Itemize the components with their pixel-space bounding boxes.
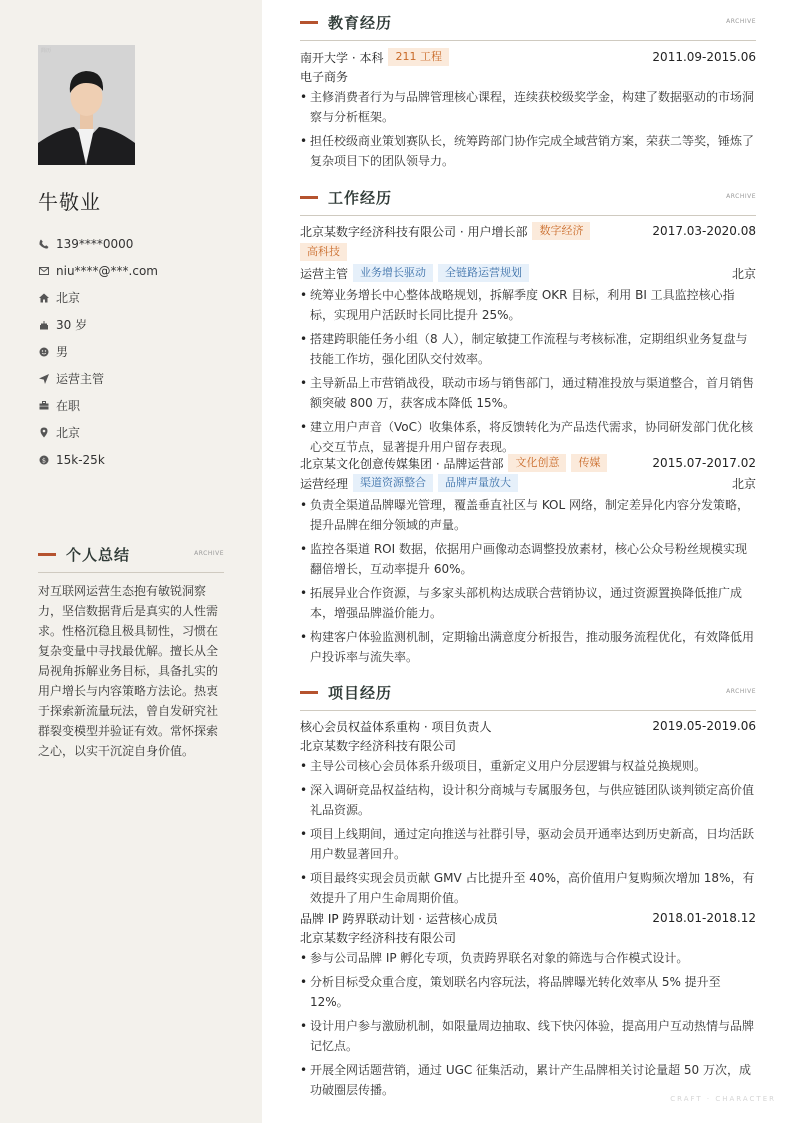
skill-badge: 品牌声量放大 — [438, 474, 518, 492]
education-entry — [300, 47, 756, 175]
section-accent-bar — [300, 21, 318, 24]
city: 北京 — [731, 476, 756, 491]
entry-date: 2019.05-2019.06 — [652, 719, 756, 733]
watermark: CRAFT · CHARACTER — [670, 1095, 776, 1103]
company-name: 北京某文化创意传媒集团 · 品牌运营部 — [300, 456, 504, 471]
phone-icon — [38, 238, 49, 249]
entry-date: 2015.07-2017.02 — [652, 456, 756, 470]
org-row — [300, 736, 756, 754]
bullet-item: • 项目上线期间，通过定向推送与社群引导，驱动会员开通率达到历史新高，日均活跃用户数显著回升。 — [300, 824, 756, 864]
bullet-item: • 监控各渠道 ROI 数据，依据用户画像动态调整投放素材，核心公众号粉丝规模实现翻倍增长，互动率提升 60%。 — [300, 539, 756, 579]
mail-icon — [38, 265, 49, 276]
person-name: 牛敬业 — [38, 190, 101, 214]
avatar — [38, 45, 135, 165]
bullet-item: • 参与公司品牌 IP 孵化专项，负责跨界联名对象的筛选与合作模式设计。 — [300, 948, 756, 968]
entry-date: 2011.09-2015.06 — [652, 50, 756, 64]
bullet-item: • 建立用户声音（VoC）收集体系，将反馈转化为产品迭代需求，协同研发部门优化核心交互节点，显著提升用户留存表现。 — [300, 417, 756, 457]
projects-section-header — [300, 682, 756, 711]
skill-badge: 全链路运营规划 — [438, 264, 529, 282]
bullet-item: • 构建客户体验监测机制，定期输出满意度分析报告，推动服务流程优化，有效降低用户投诉率与流失率。 — [300, 627, 756, 667]
section-tag: ARCHIVE — [194, 550, 224, 557]
summary-text: 对互联网运营生态抱有敏锐洞察力，坚信数据背后是真实的人性需求。性格沉稳且极具韧性，习惯在复杂变量中寻找最优解。擅长从全局视角拆解业务目标，具备扎实的用户增长与内容策略方法论。热衷于探索新流量玩法，曾自发研究社群裂变模型并验证有效。常怀探索之心，以实干沉淀自身价值。 — [38, 584, 219, 758]
cake-icon — [38, 319, 49, 330]
coin-icon — [38, 454, 49, 465]
entry-date: 2018.01-2018.12 — [652, 911, 756, 925]
contact-list — [38, 230, 158, 473]
bullet-item: • 担任校级商业策划赛队长，统筹跨部门协作完成全域营销方案，荣获二等奖，锤炼了复杂项目下的团队领导力。 — [300, 131, 756, 171]
skill-badge: 渠道资源整合 — [353, 474, 433, 492]
section-tag: ARCHIVE — [726, 688, 756, 695]
major-row — [300, 67, 756, 85]
entry-header — [300, 453, 756, 473]
major: 电子商务 — [300, 69, 349, 84]
industry-badge: 高科技 — [300, 243, 347, 261]
contact-text: 139****0000 — [56, 236, 134, 251]
role-title: 运营主管 — [300, 266, 349, 281]
bullet-item: • 负责全渠道品牌曝光管理，覆盖垂直社区与 KOL 网络，制定差异化内容分发策略，提升品牌在细分领域的声量。 — [300, 495, 756, 535]
contact-email — [38, 257, 158, 284]
section-title: 个人总结 — [66, 546, 131, 564]
project-bullets — [300, 948, 756, 1100]
role-row — [300, 263, 756, 283]
entry-header — [300, 716, 756, 736]
main-content — [262, 0, 794, 1123]
company-name: 北京某数字经济科技有限公司 · 用户增长部 — [300, 224, 528, 239]
work-section-header — [300, 187, 756, 216]
bullet-item: • 主修消费者行为与品牌管理核心课程，连续获校级奖学金，构建了数据驱动的市场洞察与分析框架。 — [300, 87, 756, 127]
role-row — [300, 473, 756, 493]
role-title: 运营经理 — [300, 476, 349, 491]
contact-text: 30 岁 — [56, 318, 88, 332]
contact-location — [38, 419, 158, 446]
work-bullets — [300, 285, 756, 457]
city: 北京 — [731, 266, 756, 281]
project-org: 北京某数字经济科技有限公司 — [300, 738, 457, 753]
project-org: 北京某数字经济科技有限公司 — [300, 930, 457, 945]
contact-gender — [38, 338, 158, 365]
home-icon — [38, 292, 49, 303]
project-name: 核心会员权益体系重构 · 项目负责人 — [300, 719, 492, 734]
bullet-item: • 项目最终实现会员贡献 GMV 占比提升至 40%，高价值用户复购频次增加 18%，有效提升了用户生命周期价值。 — [300, 868, 756, 908]
sidebar — [0, 0, 262, 1123]
portrait-image — [38, 45, 135, 165]
project-bullets — [300, 756, 756, 908]
work-bullets — [300, 495, 756, 667]
org-row — [300, 928, 756, 946]
school-name: 南开大学 · 本科 — [300, 50, 384, 65]
education-bullets — [300, 87, 756, 171]
industry-badge: 传媒 — [571, 454, 607, 472]
industry-badge: 数字经济 — [532, 222, 590, 240]
bullet-item: • 搭建跨职能任务小组（8 人），制定敏捷工作流程与考核标准，定期组织业务复盘与技能工作坊，强化团队交付效率。 — [300, 329, 756, 369]
summary-section-header — [38, 544, 224, 573]
work-entry — [300, 221, 756, 461]
section-tag: ARCHIVE — [726, 193, 756, 200]
bullet-item: • 设计用户参与激励机制，如限量周边抽取、线下快闪体验，提高用户互动热情与品牌记忆点。 — [300, 1016, 756, 1056]
section-accent-bar — [300, 196, 318, 199]
industry-badge: 文化创意 — [508, 454, 566, 472]
bullet-item: • 主导公司核心会员体系升级项目，重新定义用户分层逻辑与权益兑换规则。 — [300, 756, 756, 776]
entry-header — [300, 47, 756, 67]
contact-home — [38, 284, 158, 311]
school-badge: 211 工程 — [388, 48, 449, 66]
face-icon — [38, 346, 49, 357]
section-title: 项目经历 — [328, 684, 393, 702]
education-section-header — [300, 12, 756, 41]
contact-text: 北京 — [56, 291, 81, 305]
work-entry — [300, 453, 756, 671]
bullet-item: • 开展全网话题营销，通过 UGC 征集活动，累计产生品牌相关讨论量超 50 万次，成功破圈层传播。 — [300, 1060, 756, 1100]
bullet-item: • 分析目标受众重合度，策划联名内容玩法，将品牌曝光转化效率从 5% 提升至 12%。 — [300, 972, 756, 1012]
entry-header — [300, 221, 756, 241]
send-icon — [38, 373, 49, 384]
contact-age — [38, 311, 158, 338]
badge-row — [300, 241, 756, 263]
project-entry — [300, 908, 756, 1104]
skill-badge: 业务增长驱动 — [353, 264, 433, 282]
photo-mark: 简历 — [41, 48, 52, 54]
contact-text: 在职 — [56, 399, 81, 413]
project-entry — [300, 716, 756, 912]
entry-date: 2017.03-2020.08 — [652, 224, 756, 238]
contact-position — [38, 365, 158, 392]
section-accent-bar — [38, 553, 56, 556]
section-accent-bar — [300, 691, 318, 694]
contact-text: 运营主管 — [56, 372, 105, 386]
section-tag: ARCHIVE — [726, 18, 756, 25]
bullet-item: • 拓展异业合作资源，与多家头部机构达成联合营销协议，通过资源置换降低推广成本，增强品牌溢价能力。 — [300, 583, 756, 623]
bullet-item: • 主导新品上市营销战役，联动市场与销售部门，通过精准投放与渠道整合，首月销售额突破 800 万，获客成本降低 15%。 — [300, 373, 756, 413]
contact-text: 北京 — [56, 426, 81, 440]
contact-salary — [38, 446, 158, 473]
section-title: 工作经历 — [328, 189, 393, 207]
location-pin-icon — [38, 427, 49, 438]
section-title: 教育经历 — [328, 14, 393, 32]
contact-text: niu****@***.com — [56, 263, 158, 278]
svg-text:$: $ — [41, 455, 46, 464]
bullet-item: • 深入调研竞品权益结构，设计积分商城与专属服务包，与供应链团队谈判锁定高价值礼品资源。 — [300, 780, 756, 820]
contact-phone — [38, 230, 158, 257]
entry-header — [300, 908, 756, 928]
project-name: 品牌 IP 跨界联动计划 · 运营核心成员 — [300, 911, 498, 926]
briefcase-icon — [38, 400, 49, 411]
contact-status — [38, 392, 158, 419]
contact-text: 15k-25k — [56, 452, 105, 467]
contact-text: 男 — [56, 345, 69, 359]
bullet-item: • 统筹业务增长中心整体战略规划，拆解季度 OKR 目标，利用 BI 工具监控核心指标，实现用户活跃时长同比提升 25%。 — [300, 285, 756, 325]
